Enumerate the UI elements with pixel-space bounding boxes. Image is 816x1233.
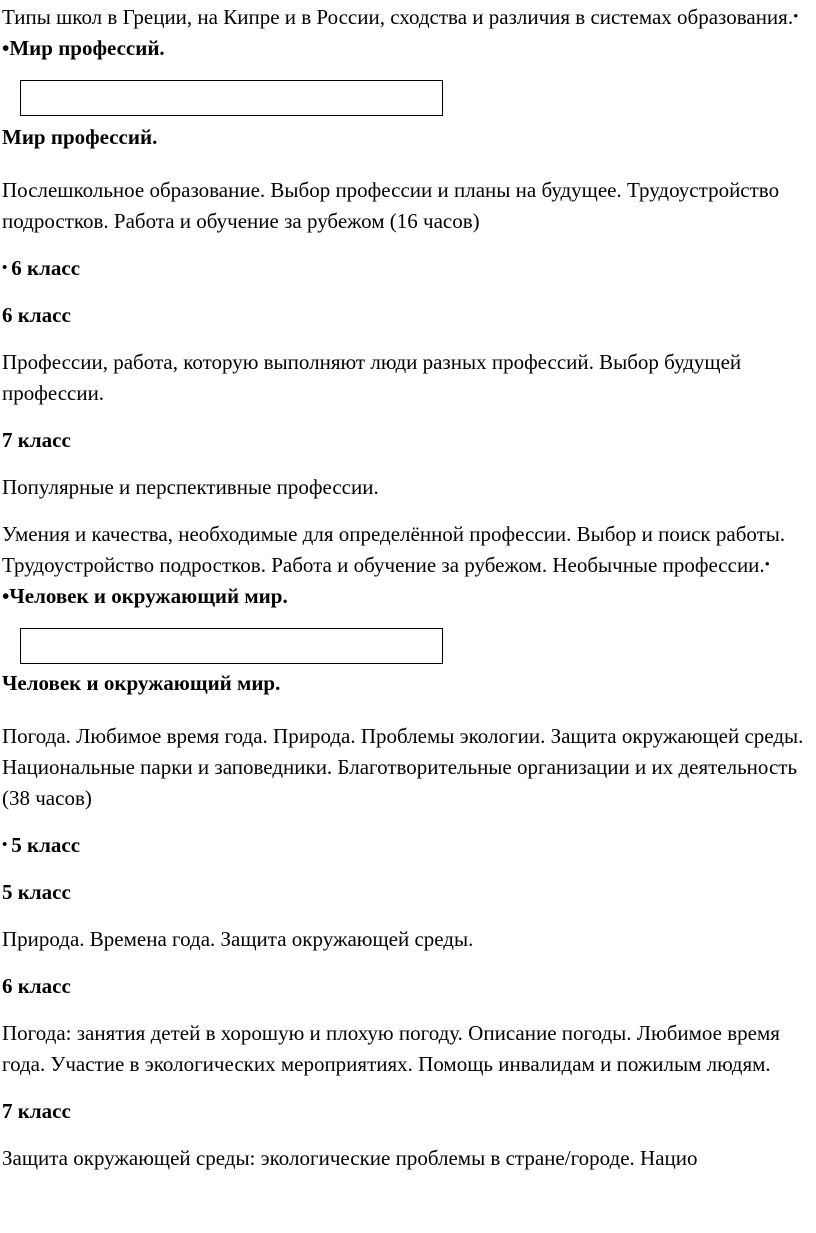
man-world-bullet-grade: • 5 класс [2,830,812,861]
professions-bullet-tail: •Человек и окружающий мир. [2,584,288,608]
section-heading-professions: Мир профессий. [2,125,158,149]
professions-grade7-heading: 7 класс [2,428,71,452]
empty-box [20,628,443,664]
empty-box [20,80,443,116]
man-world-grade6-text: Погода: занятия детей в хорошую и плохую погоду. Описание погоды. Любимое время года. Участие в экологических мероприятиях. Помощь инвалидам и пожилым людям. [2,1021,780,1076]
professions-grade6-text: Профессии, работа, которую выполняют люди разных профессий. Выбор будущей профессии. [2,350,742,405]
professions-grade7-text2-paragraph [2,519,812,612]
man-world-grade7-text: Защита окружающей среды: экологические проблемы в стране/городе. Нацио [2,1146,698,1170]
bullet-icon: • [2,837,8,853]
bullet-icon: • [793,9,799,25]
intro-paragraph [2,2,812,64]
bullet-icon: • [2,260,8,276]
bullet-icon: • [764,557,770,573]
man-world-grade5-text: Природа. Времена года. Защита окружающей среды. [2,927,474,951]
intro-bullet-tail: •Мир профессий. [2,36,165,60]
man-world-grade7-heading: 7 класс [2,1099,71,1123]
intro-text: Типы школ в Греции, на Кипре и в России, сходства и различия в системах образования. [2,5,794,29]
professions-grade6-heading: 6 класс [2,303,71,327]
man-world-grade6-heading: 6 класс [2,974,71,998]
professions-description: Послешкольное образование. Выбор профессии и планы на будущее. Трудоустройство подростков. Работа и обучение за рубежом (16 часов) [2,178,780,233]
man-world-grade5-heading: 5 класс [2,880,71,904]
professions-grade7-text2: Умения и качества, необходимые для определённой профессии. Выбор и поиск работы. Трудоустройство подростков. Работа и обучение за рубежом. Необычные профессии. [2,522,786,577]
man-world-description: Погода. Любимое время года. Природа. Проблемы экологии. Защита окружающей среды. Национальные парки и заповедники. Благотворительные организации и их деятельность (38 часов) [2,724,804,810]
professions-grade7-text1: Популярные и перспективные профессии. [2,475,379,499]
professions-bullet-grade: • 6 класс [2,253,812,284]
section-heading-man-and-world: Человек и окружающий мир. [2,671,281,695]
